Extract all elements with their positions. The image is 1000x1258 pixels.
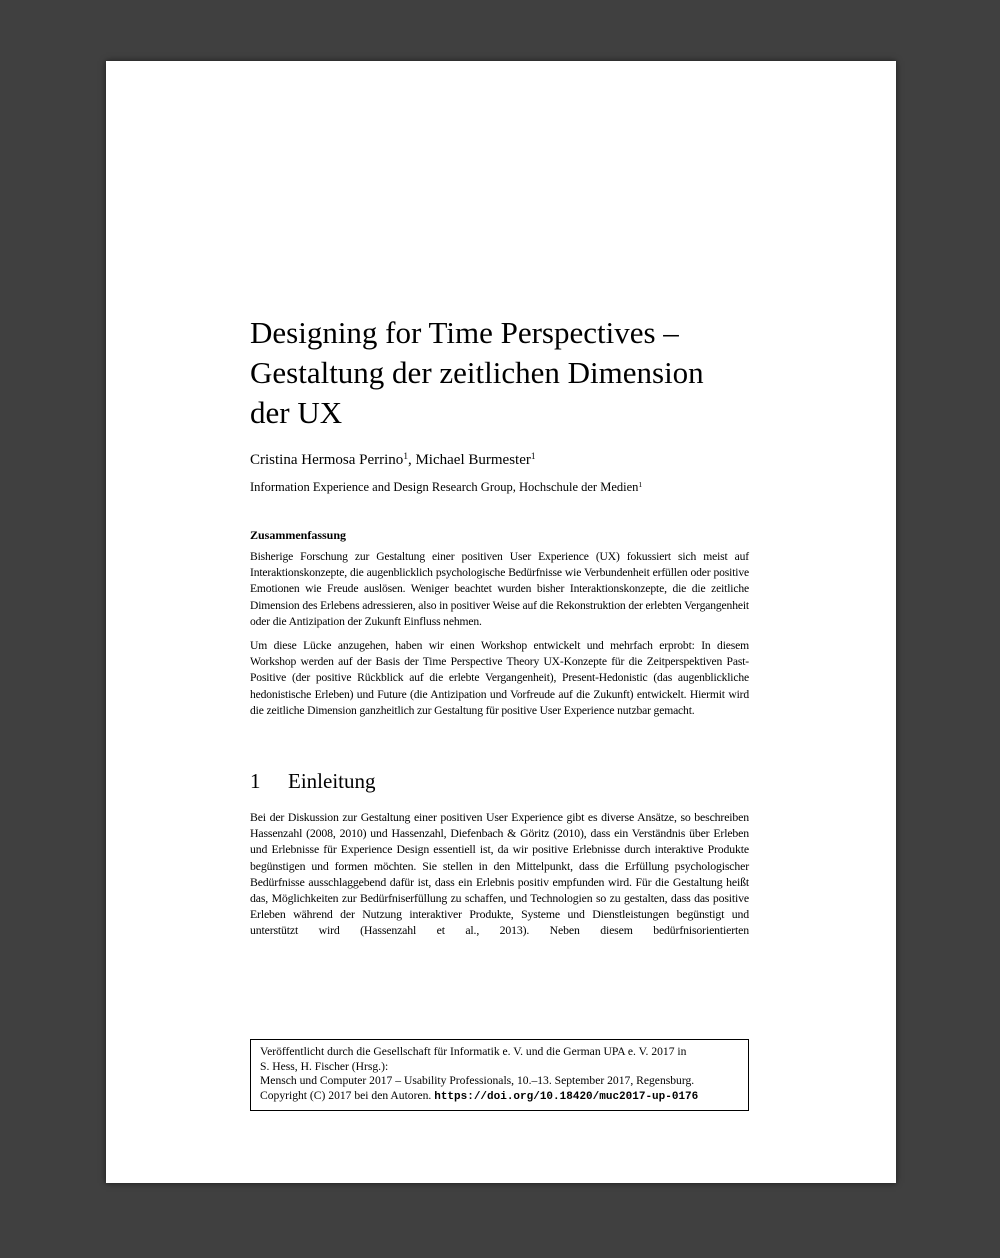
author-name: Michael Burmester (415, 452, 531, 468)
affiliation-marker: 1 (403, 451, 408, 462)
section-heading (250, 768, 376, 794)
body-paragraph: Bei der Diskussion zur Gestaltung einer positiven User Experience gibt es diverse Ansätze, so beschreiben Hassenzahl (2008, 2010) und Hassenzahl, Diefenbach & Göritz (2010), dass ein Verständnis über Erleben und Erlebnisse für Experience Design essentiell ist, da wir positive Erlebnisse durch interaktive Produkte begünstigen und formen möchten. Sie stellen in den Mittelpunkt, dass die Erfüllung psychologischer Bedürfnisse ausschlaggebend dafür ist, dass ein Erlebnis positiv empfunden wird. Für die Gestaltung heißt das, Möglichkeiten zur Bedürfniserfüllung zu schaffen, und Technologien so zu gestalten, dass das positive Erleben während der Nutzung interaktiver Produkte, Systeme und Dienstleistungen begünstigt und unterstützt wird (Hassenzahl et al., 2013). Neben diesem bedürfnisorientierten (250, 810, 749, 938)
author-list (250, 450, 536, 470)
publication-notice (250, 1039, 749, 1111)
notice-line-3: Mensch und Computer 2017 – Usability Professionals, 10.–13. September 2017, Regensburg. (260, 1074, 695, 1088)
section-title: Einleitung (288, 769, 376, 793)
abstract-heading: Zusammenfassung (250, 528, 347, 542)
notice-line-2: S. Hess, H. Fischer (Hrsg.): (260, 1059, 389, 1073)
notice-line-1: Veröffentlicht durch die Gesellschaft für Informatik e. V. und die German UPA e. V. 2017 in (260, 1045, 687, 1058)
copyright-text: Copyright (C) 2017 bei den Autoren. (260, 1088, 435, 1102)
author-name: Cristina Hermosa Perrino (250, 452, 404, 468)
notice-line-4 (260, 1089, 748, 1105)
pdf-page (106, 61, 896, 1183)
affiliation-marker: 1 (638, 479, 643, 489)
abstract-paragraph-2: Um diese Lücke anzugehen, haben wir einen Workshop entwickelt und mehrfach erprobt: In diesem Workshop werden auf der Basis der Time Perspective Theory UX-Konzepte für die Zeitperspektiven Past-Positive (der positive Rückblick auf die erlebte Vergangenheit), Present-Hedonistic (das augenblickliche hedonistische Erleben) und Future (die Antizipation und Vorfreude auf die Zukunft) entwickelt. Hiermit wird die zeitliche Dimension ganzheitlich zur Gestaltung für positive User Experience nutzbar gemacht. (250, 639, 749, 717)
affiliation-marker: 1 (530, 451, 536, 462)
abstract-paragraph-1: Bisherige Forschung zur Gestaltung einer positiven User Experience (UX) fokussiert sich meist auf Interaktionskonzepte, die augenblicklich psychologische Bedürfnisse wie Verbundenheit erfüllen oder positive Emotionen wie Freude auslösen. Weniger beachtet wurden bisher Interaktionskonzepte, die die zeitliche Dimension des Erlebens adressieren, also in positiver Weise auf die Rekonstruktion der erlebten Vergangenheit oder die Antizipation der Zukunft Einfluss nehmen. (250, 550, 749, 628)
section-number: 1 (250, 769, 261, 793)
affiliation (250, 479, 642, 495)
author-separator: , (407, 452, 416, 468)
affiliation-text: Information Experience and Design Research Group, Hochschule der Medien (250, 480, 639, 494)
title-line-3: der UX (250, 395, 343, 430)
doi-link[interactable]: https://doi.org/10.18420/muc2017-up-0176 (434, 1090, 699, 1103)
title-line-2: Gestaltung der zeitlichen Dimension (250, 355, 704, 390)
paper-title (250, 313, 770, 433)
title-line-1: Designing for Time Perspectives – (250, 315, 679, 350)
